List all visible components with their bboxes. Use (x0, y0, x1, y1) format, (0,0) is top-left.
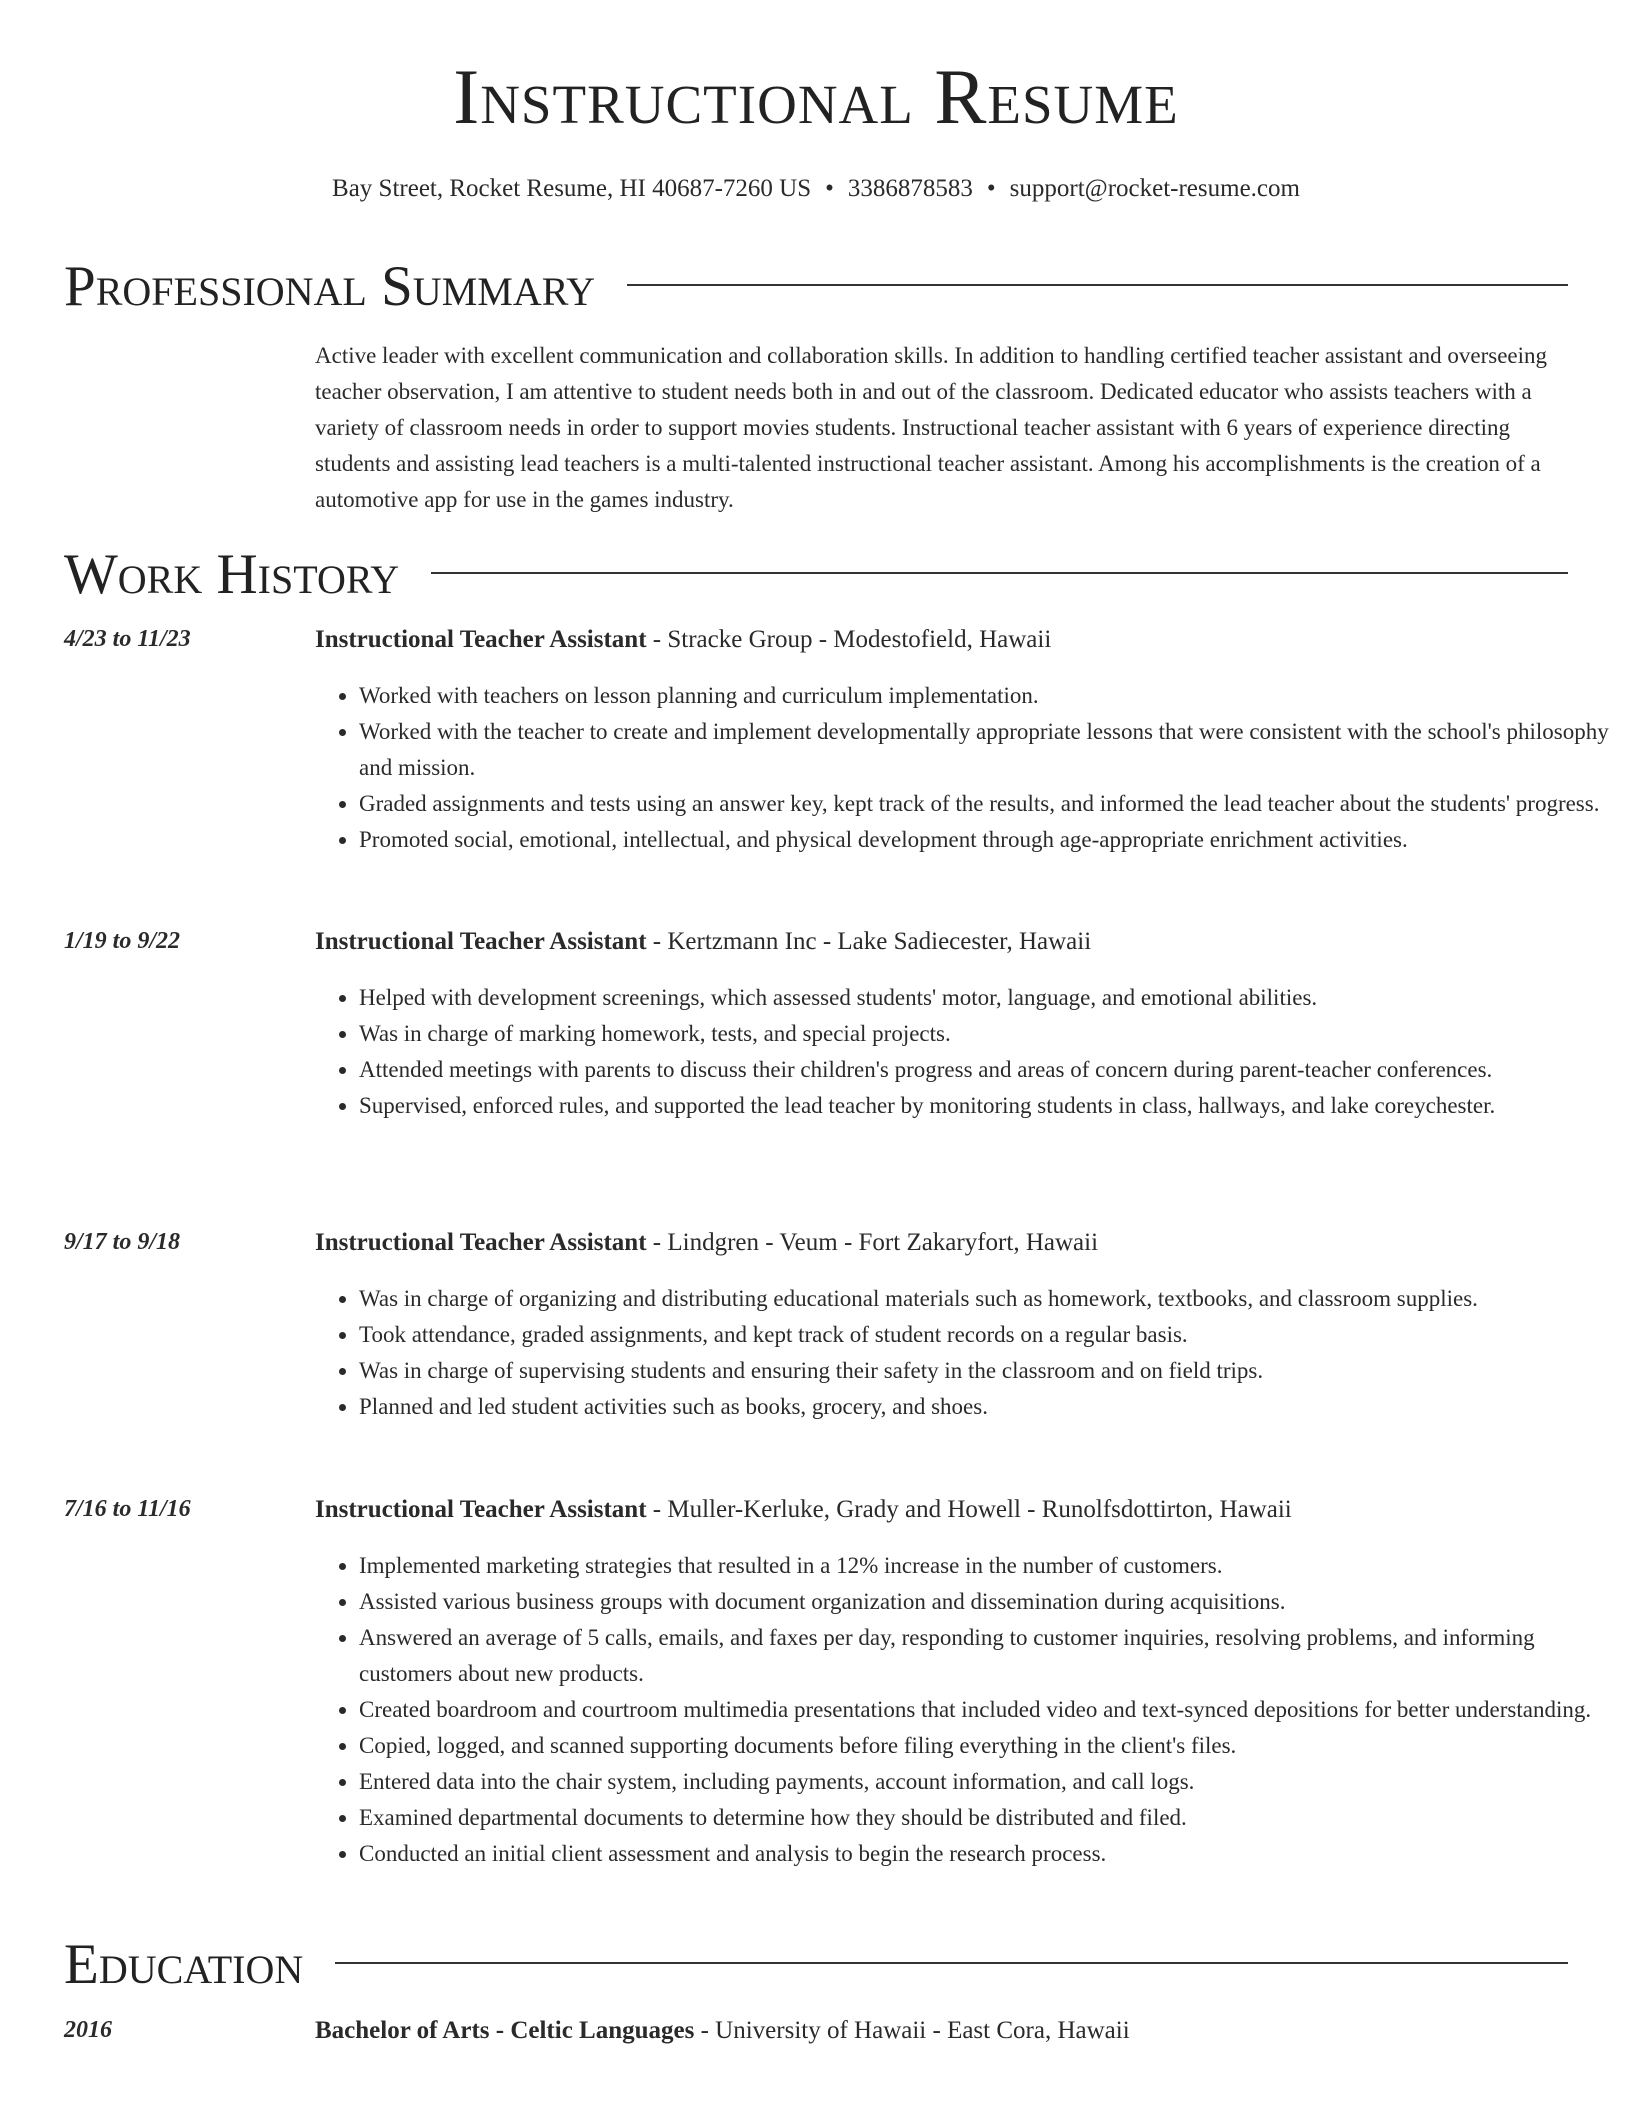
job-bullet: • Was in charge of organizing and distributing educational materials such as homework, textbooks, and classroom supplies. (359, 1281, 1612, 1317)
job-bullet: • Supervised, enforced rules, and supported the lead teacher by monitoring students in class, hallways, and lake coreychester. (359, 1088, 1612, 1124)
job-bullet: • Promoted social, emotional, intellectual, and physical development through age-appropriate enrichment activities. (359, 822, 1612, 858)
job-bullet: • Assisted various business groups with document organization and dissemination during acquisitions. (359, 1584, 1612, 1620)
section-title: Work History (64, 543, 400, 606)
job-bullet: • Copied, logged, and scanned supporting documents before filing everything in the client's files. (359, 1728, 1612, 1764)
job-bullet: • Graded assignments and tests using an answer key, kept track of the results, and informed the lead teacher about the students' progress. (359, 786, 1612, 822)
job-details: - Stracke Group - Modestofield, Hawaii (646, 626, 1052, 653)
job-title: Instructional Teacher Assistant (315, 1229, 647, 1256)
contact-line (64, 176, 1568, 201)
job-bullets (315, 678, 1612, 858)
job-heading (315, 626, 1568, 654)
job-bullet: • Planned and led student activities such as books, grocery, and shoes. (359, 1389, 1612, 1425)
education-heading (315, 2017, 1568, 2045)
job-dates: 7/16 to 11/16 (64, 1496, 191, 1522)
job-details: - Kertzmann Inc - Lake Sadiecester, Hawaii (646, 928, 1092, 955)
section-divider (627, 284, 1568, 286)
section-divider (335, 1962, 1568, 1964)
section-title: Professional Summary (64, 255, 596, 318)
section-header-work-history (64, 543, 1568, 606)
job-details: - Lindgren - Veum - Fort Zakaryfort, Hawaii (646, 1229, 1099, 1256)
job-bullet: • Examined departmental documents to determine how they should be distributed and filed. (359, 1800, 1612, 1836)
job-bullet: • Took attendance, graded assignments, and kept track of student records on a regular basis. (359, 1317, 1612, 1353)
job-bullets (315, 1548, 1612, 1872)
contact-email[interactable]: support@rocket-resume.com (1009, 175, 1300, 202)
job-bullet: • Worked with the teacher to create and implement developmentally appropriate lessons that were consistent with the school's philosophy and mission. (359, 714, 1612, 786)
section-header-education (64, 1933, 1568, 1996)
job-bullet: • Was in charge of marking homework, tests, and special projects. (359, 1016, 1612, 1052)
job-title: Instructional Teacher Assistant (315, 928, 647, 955)
contact-separator: • (986, 175, 996, 202)
job-bullet: • Created boardroom and courtroom multimedia presentations that included video and text-synced depositions for better understanding. (359, 1692, 1612, 1728)
job-bullet: • Helped with development screenings, which assessed students' motor, language, and emotional abilities. (359, 980, 1612, 1016)
job-title: Instructional Teacher Assistant (315, 626, 647, 653)
job-bullet: • Attended meetings with parents to discuss their children's progress and areas of concern during parent-teacher conferences. (359, 1052, 1612, 1088)
job-bullets (315, 1281, 1612, 1425)
job-dates: 9/17 to 9/18 (64, 1229, 181, 1255)
section-title: Education (64, 1933, 304, 1996)
job-bullets (315, 980, 1612, 1124)
job-details: - Muller-Kerluke, Grady and Howell - Runolfsdottirton, Hawaii (646, 1496, 1292, 1523)
contact-separator: • (825, 175, 834, 202)
education-details: - University of Hawaii - East Cora, Hawaii (694, 2017, 1130, 2044)
contact-phone: 3386878583 (847, 175, 973, 202)
contact-address: Bay Street, Rocket Resume, HI 40687-7260 US (332, 175, 812, 202)
job-heading (315, 928, 1568, 956)
section-header-summary (64, 255, 1568, 318)
section-divider (431, 572, 1568, 574)
job-bullet: • Answered an average of 5 calls, emails, and faxes per day, responding to customer inquiries, resolving problems, and informing customers about new products. (359, 1620, 1612, 1692)
job-heading (315, 1229, 1568, 1257)
job-dates: 4/23 to 11/23 (64, 626, 191, 652)
job-bullet: • Implemented marketing strategies that resulted in a 12% increase in the number of customers. (359, 1548, 1612, 1584)
job-heading (315, 1496, 1568, 1524)
job-dates: 1/19 to 9/22 (64, 928, 181, 954)
job-bullet: • Conducted an initial client assessment and analysis to begin the research process. (359, 1836, 1612, 1872)
resume-name: Instructional Resume (453, 53, 1179, 140)
summary-text: Active leader with excellent communication and collaboration skills. In addition to handling certified teacher assistant and overseeing teacher observation, I am attentive to student needs both in and out of the classroom. Dedicated educator who assists teachers with a variety of classroom needs in order to support movies students. Instructional teacher assistant with 6 years of experience directing students and assisting lead teachers is a multi-talented instructional teacher assistant. Among his accomplishments is the creation of a automotive app for use in the games industry. (315, 343, 1548, 512)
job-title: Instructional Teacher Assistant (315, 1496, 647, 1523)
job-bullet: • Entered data into the chair system, including payments, account information, and call logs. (359, 1764, 1612, 1800)
job-bullet: • Worked with teachers on lesson planning and curriculum implementation. (359, 678, 1612, 714)
education-degree: Bachelor of Arts - Celtic Languages (315, 2017, 695, 2044)
job-bullet: • Was in charge of supervising students and ensuring their safety in the classroom and on field trips. (359, 1353, 1612, 1389)
education-year: 2016 (64, 2017, 112, 2043)
